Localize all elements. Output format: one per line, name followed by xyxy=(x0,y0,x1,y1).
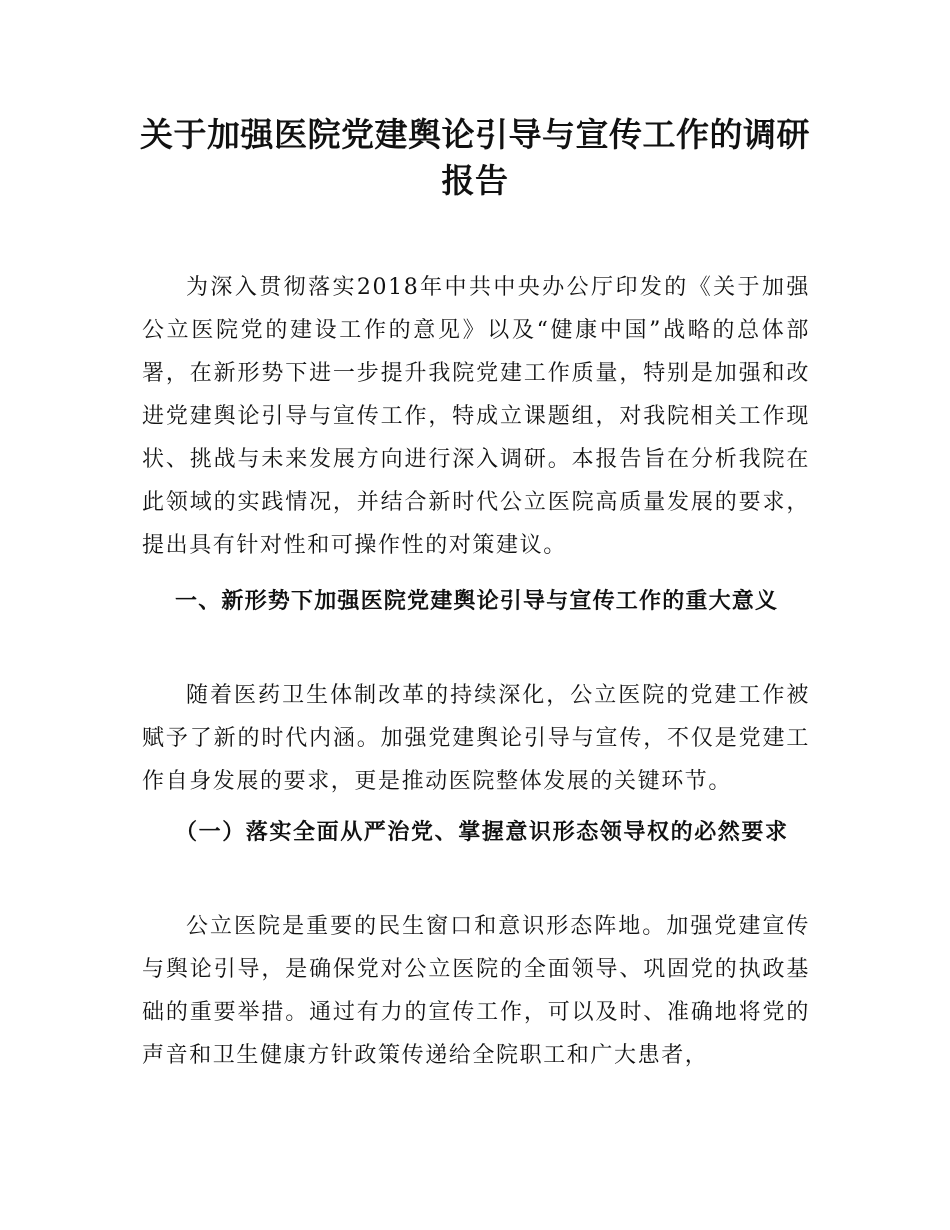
section-heading: 一、新形势下加强医院党建舆论引导与宣传工作的重大意义 xyxy=(175,589,779,614)
subsection-paragraph: 公立医院是重要的民生窗口和意识形态阵地。加强党建宣传与舆论引导，是确保党对公立医院的全面领导、巩固党的执政基础的重要举措。通过有力的宣传工作，可以及时、准确地将党的声音和卫生健康方针政策传递给全院职工和广大患者， xyxy=(142,914,810,1068)
intro-paragraph: 为深入贯彻落实2018年中共中央办公厅印发的《关于加强公立医院党的建设工作的意见》以及“健康中国”战略的总体部署，在新形势下进一步提升我院党建工作质量，特别是加强和改进党建舆论引导与宣传工作，特成立课题组，对我院相关工作现状、挑战与未来发展方向进行深入调研。本报告旨在分析我院在此领域的实践情况，并结合新时代公立医院高质量发展的要求，提出具有针对性和可操作性的对策建议。 xyxy=(142,275,810,558)
section-paragraph: 随着医药卫生体制改革的持续深化，公立医院的党建工作被赋予了新的时代内涵。加强党建舆论引导与宣传，不仅是党建工作自身发展的要求，更是推动医院整体发展的关键环节。 xyxy=(142,683,810,794)
subsection-heading: （一）落实全面从严治党、掌握意识形态领导权的必然要求 xyxy=(175,819,789,845)
document-title: 关于加强医院党建舆论引导与宣传工作的调研报告 xyxy=(140,115,810,200)
